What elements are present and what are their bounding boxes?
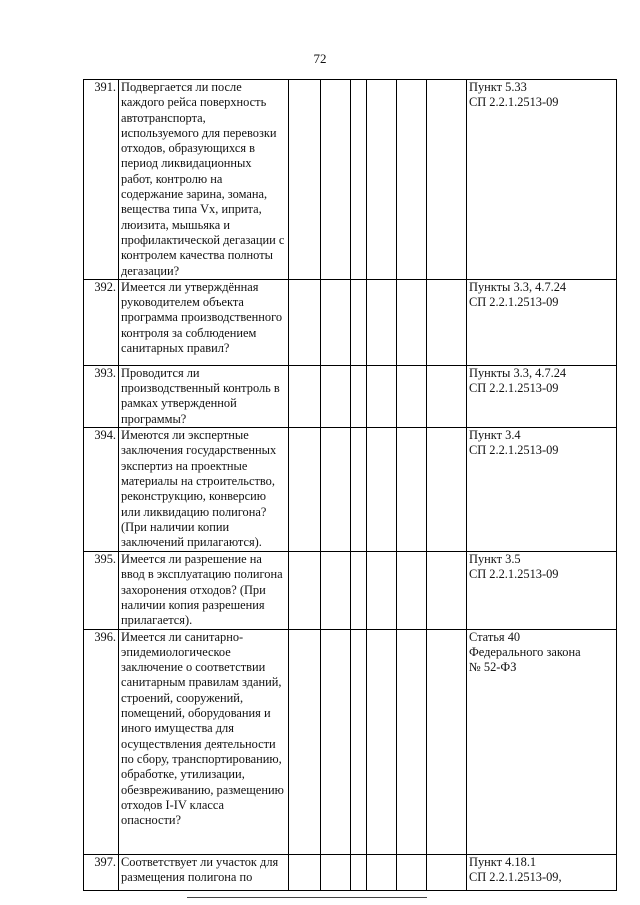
answer-na-cell bbox=[351, 80, 367, 280]
answer-na-cell bbox=[351, 854, 367, 890]
answer-yes-cell bbox=[289, 365, 321, 427]
answer-na-cell bbox=[351, 552, 367, 629]
answer-mark-cell bbox=[427, 629, 467, 854]
answer-yes-cell bbox=[289, 80, 321, 280]
answer-na-cell bbox=[351, 279, 367, 365]
row-number: 393. bbox=[84, 365, 119, 427]
table-row bbox=[84, 428, 617, 552]
answer-yes-cell bbox=[289, 279, 321, 365]
answer-note-cell bbox=[397, 80, 427, 280]
question-text: Соответствует ли участок для размещения полигона по bbox=[119, 854, 289, 890]
row-number: 395. bbox=[84, 552, 119, 629]
table-row bbox=[84, 279, 617, 365]
page-bottom-rule bbox=[187, 897, 427, 898]
question-text: Имеются ли экспертные заключения государственных экспертиз на проектные материалы на строительство, реконструкцию, конверсию или ликвидацию полигона? (При наличии копии заключений прилагаются). bbox=[119, 428, 289, 552]
table-row bbox=[84, 629, 617, 854]
answer-note-cell bbox=[397, 552, 427, 629]
answer-na-cell bbox=[351, 629, 367, 854]
answer-note-cell bbox=[397, 629, 427, 854]
answer-extra-cell bbox=[367, 629, 397, 854]
page-number: 72 bbox=[313, 51, 327, 66]
answer-extra-cell bbox=[367, 428, 397, 552]
answer-na-cell bbox=[351, 365, 367, 427]
answer-no-cell bbox=[321, 428, 351, 552]
answer-no-cell bbox=[321, 552, 351, 629]
checklist-table bbox=[83, 79, 617, 891]
answer-mark-cell bbox=[427, 552, 467, 629]
question-text: Имеется ли утверждённая руководителем объекта программа производственного контроля за соблюдением санитарных правил? bbox=[119, 279, 289, 365]
row-number: 391. bbox=[84, 80, 119, 280]
answer-mark-cell bbox=[427, 80, 467, 280]
answer-mark-cell bbox=[427, 365, 467, 427]
answer-mark-cell bbox=[427, 279, 467, 365]
table-row bbox=[84, 854, 617, 890]
legal-reference: Пункты 3.3, 4.7.24 СП 2.2.1.2513-09 bbox=[467, 365, 617, 427]
answer-note-cell bbox=[397, 854, 427, 890]
question-text: Подвергается ли после каждого рейса поверхность автотранспорта, используемого для перевозки отходов, образующихся в период ликвидационных работ, контролю на содержание зарина, зомана, вещества типа Vx, иприта, люизита, мышьяка и профилактической дегазации с контролем качества полноты дегазации? bbox=[119, 80, 289, 280]
answer-no-cell bbox=[321, 80, 351, 280]
answer-extra-cell bbox=[367, 365, 397, 427]
answer-extra-cell bbox=[367, 80, 397, 280]
answer-no-cell bbox=[321, 365, 351, 427]
answer-yes-cell bbox=[289, 428, 321, 552]
row-number: 396. bbox=[84, 629, 119, 854]
answer-no-cell bbox=[321, 629, 351, 854]
legal-reference: Пункт 3.4 СП 2.2.1.2513-09 bbox=[467, 428, 617, 552]
row-number: 397. bbox=[84, 854, 119, 890]
answer-mark-cell bbox=[427, 428, 467, 552]
table-row bbox=[84, 80, 617, 280]
answer-na-cell bbox=[351, 428, 367, 552]
legal-reference: Пункт 4.18.1 СП 2.2.1.2513-09, bbox=[467, 854, 617, 890]
question-text: Имеется ли разрешение на ввод в эксплуатацию полигона захоронения отходов? (При наличии копия разрешения прилагается). bbox=[119, 552, 289, 629]
legal-reference: Пункт 5.33 СП 2.2.1.2513-09 bbox=[467, 80, 617, 280]
answer-extra-cell bbox=[367, 279, 397, 365]
question-text: Проводится ли производственный контроль в рамках утвержденной программы? bbox=[119, 365, 289, 427]
legal-reference: Пункт 3.5 СП 2.2.1.2513-09 bbox=[467, 552, 617, 629]
answer-note-cell bbox=[397, 428, 427, 552]
answer-extra-cell bbox=[367, 854, 397, 890]
legal-reference: Статья 40 Федерального закона № 52-ФЗ bbox=[467, 629, 617, 854]
answer-extra-cell bbox=[367, 552, 397, 629]
answer-yes-cell bbox=[289, 552, 321, 629]
answer-note-cell bbox=[397, 279, 427, 365]
answer-no-cell bbox=[321, 854, 351, 890]
answer-no-cell bbox=[321, 279, 351, 365]
legal-reference: Пункты 3.3, 4.7.24 СП 2.2.1.2513-09 bbox=[467, 279, 617, 365]
row-number: 392. bbox=[84, 279, 119, 365]
answer-yes-cell bbox=[289, 854, 321, 890]
answer-note-cell bbox=[397, 365, 427, 427]
answer-mark-cell bbox=[427, 854, 467, 890]
table-row bbox=[84, 552, 617, 629]
answer-yes-cell bbox=[289, 629, 321, 854]
question-text: Имеется ли санитарно-эпидемиологическое заключение о соответствии санитарным правилам зданий, строений, сооружений, помещений, оборудования и иного имущества для осуществления деятельности по сбору, транспортированию, обработке, утилизации, обезвреживанию, размещению отходов I-IV класса опасности? bbox=[119, 629, 289, 854]
table-row bbox=[84, 365, 617, 427]
row-number: 394. bbox=[84, 428, 119, 552]
